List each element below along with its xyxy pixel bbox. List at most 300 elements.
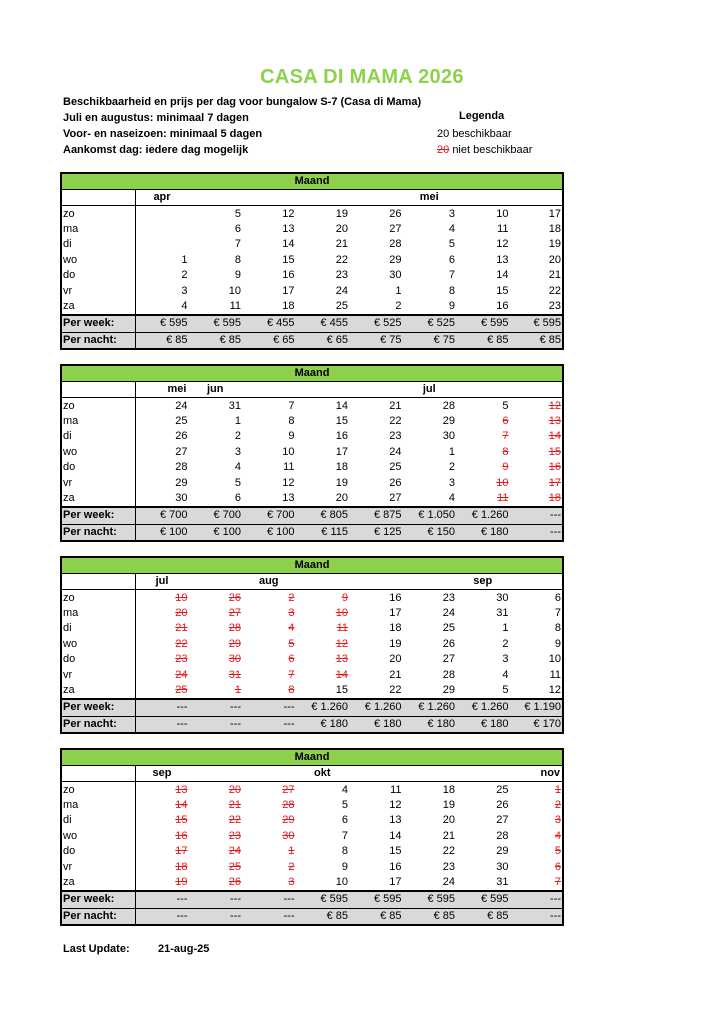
day-label: do — [61, 460, 135, 475]
date-cell: 26 — [442, 637, 455, 650]
date-cell: 24 — [175, 399, 188, 412]
date-cell: 23 — [442, 860, 455, 873]
date-cell: 19 — [548, 238, 562, 251]
price-cell: --- — [510, 891, 564, 908]
date-cell: 3 — [448, 207, 455, 220]
price-cell: € 150 — [403, 524, 457, 541]
date-cell-unavailable: 18 — [175, 860, 188, 873]
date-cell-unavailable: 17 — [175, 845, 188, 858]
day-row — [61, 491, 563, 507]
day-row — [61, 414, 563, 429]
month-name — [296, 190, 350, 206]
price-cell: € 180 — [349, 716, 403, 733]
date-cell: 28 — [442, 668, 455, 681]
date-cell: 21 — [548, 269, 562, 282]
date-cell: 29 — [496, 845, 509, 858]
date-cell-unavailable: 1 — [234, 683, 241, 696]
day-row — [61, 253, 563, 268]
date-cell-unavailable: 3 — [288, 606, 295, 619]
day-row — [61, 621, 563, 636]
price-cell: € 595 — [403, 891, 457, 908]
day-row — [61, 667, 563, 682]
date-cell-unavailable: 10 — [496, 476, 509, 489]
date-cell-unavailable: 4 — [288, 622, 295, 635]
price-cell: --- — [135, 716, 189, 733]
date-cell: 10 — [496, 207, 509, 220]
date-cell: 16 — [389, 591, 402, 604]
date-cell: 17 — [548, 207, 562, 220]
price-cell: € 75 — [349, 332, 403, 349]
price-cell: € 85 — [296, 908, 350, 925]
date-cell-unavailable: 19 — [175, 591, 188, 604]
date-cell: 30 — [496, 860, 509, 873]
date-cell: 17 — [389, 606, 402, 619]
last-update-date: 21-aug-25 — [158, 943, 210, 955]
date-cell: 9 — [288, 430, 295, 443]
price-cell: € 85 — [349, 908, 403, 925]
price-cell: € 700 — [242, 507, 296, 524]
date-cell: 7 — [234, 238, 241, 251]
price-cell: --- — [189, 716, 243, 733]
month-name: mei — [135, 382, 189, 398]
day-row — [61, 475, 563, 490]
date-cell-unavailable: 11 — [497, 491, 509, 504]
price-cell: € 595 — [189, 315, 243, 332]
date-cell: 20 — [548, 253, 562, 266]
date-cell: 12 — [548, 683, 562, 696]
date-cell: 14 — [335, 399, 348, 412]
price-cell: € 180 — [403, 716, 457, 733]
price-cell: € 595 — [456, 315, 510, 332]
date-cell-unavailable: 28 — [282, 798, 295, 811]
day-label: do — [61, 844, 135, 859]
day-row — [61, 268, 563, 283]
info-line-arrival: Aankomst dag: iedere dag mogelijk — [63, 144, 249, 156]
price-cell: --- — [242, 908, 296, 925]
date-cell: 2 — [234, 430, 241, 443]
date-cell: 4 — [502, 668, 509, 681]
info-line-description: Beschikbaarheid en prijs per dag voor bungalow S-7 (Casa di Mama) — [63, 96, 422, 108]
day-row — [61, 237, 563, 252]
date-cell: 24 — [442, 875, 455, 888]
price-cell: € 115 — [296, 524, 350, 541]
date-cell: 24 — [335, 284, 348, 297]
date-cell-unavailable: 13 — [335, 653, 348, 666]
month-header: Maand — [61, 557, 563, 574]
date-cell-unavailable: 5 — [554, 845, 562, 858]
date-cell: 22 — [335, 253, 348, 266]
date-cell: 5 — [341, 798, 348, 811]
day-label: za — [61, 299, 135, 315]
date-cell-unavailable: 6 — [288, 653, 295, 666]
price-cell: € 1.260 — [296, 699, 350, 716]
month-row-spacer — [61, 382, 135, 398]
date-cell-unavailable: 14 — [548, 430, 562, 443]
date-cell: 1 — [395, 284, 402, 297]
date-cell: 1 — [234, 414, 241, 427]
date-cell-unavailable: 21 — [228, 798, 241, 811]
date-cell: 13 — [282, 222, 295, 235]
date-cell: 23 — [442, 591, 455, 604]
per-week-row — [61, 315, 563, 332]
date-cell: 19 — [335, 476, 348, 489]
per-nacht-label: Per nacht: — [61, 716, 135, 733]
date-cell: 23 — [389, 430, 402, 443]
date-cell: 5 — [234, 207, 241, 220]
date-cell: 6 — [554, 591, 562, 604]
legend-unavailable-label: niet beschikbaar — [452, 144, 533, 156]
day-row — [61, 590, 563, 606]
day-label: za — [61, 683, 135, 699]
date-cell-unavailable: 24 — [228, 845, 241, 858]
date-cell: 16 — [496, 299, 509, 312]
date-cell-unavailable: 26 — [228, 875, 241, 888]
price-cell: --- — [242, 699, 296, 716]
price-cell: € 455 — [242, 315, 296, 332]
price-cell: --- — [510, 524, 564, 541]
month-name — [189, 574, 243, 590]
date-cell: 11 — [549, 668, 562, 681]
price-cell: € 525 — [403, 315, 457, 332]
date-cell-unavailable: 1 — [288, 845, 295, 858]
day-label: za — [61, 491, 135, 507]
day-row — [61, 683, 563, 699]
date-cell: 10 — [335, 875, 348, 888]
date-cell: 12 — [282, 207, 295, 220]
per-nacht-label: Per nacht: — [61, 908, 135, 925]
price-cell: € 875 — [349, 507, 403, 524]
date-cell: 14 — [496, 269, 509, 282]
price-cell: € 180 — [456, 716, 510, 733]
date-cell: 27 — [175, 445, 188, 458]
day-label: do — [61, 268, 135, 283]
date-cell: 31 — [496, 606, 509, 619]
month-name — [189, 190, 243, 206]
per-nacht-row — [61, 332, 563, 349]
month-name: sep — [456, 574, 510, 590]
day-label: wo — [61, 637, 135, 652]
date-cell: 13 — [389, 814, 402, 827]
date-cell: 1 — [448, 445, 455, 458]
legend-available-label: beschikbaar — [452, 128, 512, 140]
price-cell: € 455 — [296, 315, 350, 332]
price-cell: € 525 — [349, 315, 403, 332]
month-name: jun — [189, 382, 243, 398]
date-cell-unavailable: 19 — [175, 875, 188, 888]
date-cell: 5 — [502, 683, 509, 696]
date-cell: 20 — [389, 653, 402, 666]
per-nacht-label: Per nacht: — [61, 332, 135, 349]
date-cell-unavailable: 30 — [228, 653, 241, 666]
date-cell-unavailable: 23 — [228, 829, 241, 842]
date-cell: 25 — [496, 783, 509, 796]
date-cell: 21 — [335, 238, 348, 251]
date-cell: 21 — [389, 399, 402, 412]
date-cell: 25 — [389, 461, 402, 474]
date-cell: 5 — [234, 476, 241, 489]
day-row — [61, 429, 563, 444]
date-cell: 8 — [341, 845, 348, 858]
date-cell: 4 — [234, 461, 241, 474]
price-cell: € 1.050 — [403, 507, 457, 524]
price-cell: € 100 — [135, 524, 189, 541]
price-cell: € 85 — [189, 332, 243, 349]
price-cell: € 595 — [135, 315, 189, 332]
month-name — [456, 766, 510, 782]
month-name: mei — [403, 190, 457, 206]
date-cell: 5 — [502, 399, 509, 412]
month-name — [242, 382, 296, 398]
date-cell: 15 — [335, 683, 348, 696]
date-cell: 12 — [282, 476, 295, 489]
date-cell-unavailable: 10 — [335, 606, 348, 619]
date-cell: 21 — [389, 668, 402, 681]
month-name — [456, 382, 510, 398]
day-label: zo — [61, 398, 135, 414]
date-cell: 21 — [442, 829, 455, 842]
date-cell: 20 — [335, 222, 348, 235]
price-cell: € 1.260 — [349, 699, 403, 716]
month-name — [242, 190, 296, 206]
date-cell-unavailable: 16 — [548, 461, 562, 474]
month-name — [349, 574, 403, 590]
month-row-spacer — [61, 574, 135, 590]
date-cell-unavailable: 6 — [502, 414, 509, 427]
date-cell: 19 — [335, 207, 348, 220]
day-label: vr — [61, 859, 135, 874]
date-cell: 29 — [175, 476, 188, 489]
date-cell: 15 — [389, 845, 402, 858]
last-update-label: Last Update: — [63, 943, 130, 955]
month-name — [349, 190, 403, 206]
date-cell: 15 — [496, 284, 509, 297]
month-name — [349, 766, 403, 782]
date-cell: 15 — [282, 253, 295, 266]
date-cell-unavailable: 8 — [288, 683, 295, 696]
date-cell: 17 — [282, 284, 295, 297]
price-cell: € 85 — [456, 332, 510, 349]
date-cell — [135, 206, 189, 222]
day-row — [61, 299, 563, 315]
date-cell-unavailable: 13 — [548, 414, 562, 427]
date-cell: 11 — [497, 222, 509, 235]
date-cell: 26 — [389, 476, 402, 489]
day-row — [61, 859, 563, 874]
price-cell: € 180 — [456, 524, 510, 541]
month-name: jul — [135, 574, 189, 590]
date-cell-unavailable: 4 — [554, 829, 562, 842]
price-cell: --- — [242, 716, 296, 733]
per-week-label: Per week: — [61, 315, 135, 332]
date-cell-unavailable: 17 — [548, 476, 562, 489]
date-cell: 2 — [502, 637, 509, 650]
date-cell-unavailable: 25 — [175, 683, 188, 696]
month-name: jul — [403, 382, 457, 398]
day-label: wo — [61, 445, 135, 460]
calendar-table — [60, 364, 564, 542]
date-cell: 10 — [282, 445, 295, 458]
date-cell: 18 — [548, 222, 562, 235]
price-cell: € 700 — [189, 507, 243, 524]
per-nacht-row — [61, 716, 563, 733]
price-cell: --- — [510, 507, 564, 524]
date-cell: 22 — [442, 845, 455, 858]
legend-title: Legenda — [459, 110, 505, 122]
date-cell-unavailable: 28 — [228, 622, 241, 635]
price-cell: € 1.260 — [456, 699, 510, 716]
date-cell-unavailable: 30 — [282, 829, 295, 842]
date-cell: 9 — [448, 299, 455, 312]
price-cell: € 65 — [242, 332, 296, 349]
date-cell: 6 — [341, 814, 348, 827]
price-cell: --- — [135, 891, 189, 908]
price-cell: € 125 — [349, 524, 403, 541]
date-cell-unavailable: 6 — [554, 860, 562, 873]
info-line-season: Voor- en naseizoen: minimaal 5 dagen — [63, 128, 263, 140]
date-cell: 24 — [442, 606, 455, 619]
date-cell: 7 — [288, 399, 295, 412]
month-name — [403, 574, 457, 590]
date-cell-unavailable: 21 — [175, 622, 188, 635]
day-row — [61, 445, 563, 460]
day-row — [61, 222, 563, 237]
price-cell: € 595 — [456, 891, 510, 908]
per-week-row — [61, 891, 563, 908]
date-cell-unavailable: 2 — [288, 591, 295, 604]
date-cell: 4 — [181, 299, 188, 312]
day-label: vr — [61, 283, 135, 298]
date-cell: 30 — [389, 269, 402, 282]
date-cell-unavailable: 24 — [175, 668, 188, 681]
per-week-row — [61, 699, 563, 716]
date-cell: 15 — [335, 414, 348, 427]
date-cell: 14 — [282, 238, 295, 251]
date-cell-unavailable: 14 — [335, 668, 348, 681]
date-cell: 19 — [442, 798, 455, 811]
date-cell: 18 — [442, 783, 455, 796]
date-cell: 28 — [442, 399, 455, 412]
date-cell: 20 — [335, 491, 348, 504]
day-row — [61, 283, 563, 298]
date-cell: 10 — [548, 653, 562, 666]
date-cell: 18 — [335, 461, 348, 474]
date-cell: 7 — [448, 269, 455, 282]
day-row — [61, 398, 563, 414]
date-cell-unavailable: 20 — [175, 606, 188, 619]
month-name: apr — [135, 190, 189, 206]
date-cell: 23 — [548, 299, 562, 312]
date-cell-unavailable: 7 — [288, 668, 295, 681]
day-label: di — [61, 237, 135, 252]
date-cell: 18 — [282, 299, 295, 312]
date-cell: 1 — [181, 253, 188, 266]
date-cell-unavailable: 23 — [175, 653, 188, 666]
month-header: Maand — [61, 749, 563, 766]
date-cell-unavailable: 27 — [282, 783, 295, 796]
month-name — [510, 574, 564, 590]
month-name — [189, 766, 243, 782]
month-name — [242, 766, 296, 782]
date-cell: 27 — [389, 491, 402, 504]
per-week-label: Per week: — [61, 699, 135, 716]
date-cell: 20 — [442, 814, 455, 827]
month-name — [296, 574, 350, 590]
date-cell: 4 — [448, 491, 455, 504]
month-name: sep — [135, 766, 189, 782]
legend-unavailable-number: 20 — [437, 144, 450, 156]
day-row — [61, 829, 563, 844]
date-cell: 14 — [389, 829, 402, 842]
date-cell: 26 — [496, 798, 509, 811]
price-cell: --- — [242, 891, 296, 908]
day-label: ma — [61, 798, 135, 813]
day-label: zo — [61, 590, 135, 606]
date-cell-unavailable: 2 — [554, 798, 562, 811]
date-cell: 29 — [389, 253, 402, 266]
legend-unavailable — [437, 144, 532, 156]
price-cell: € 1.260 — [456, 507, 510, 524]
date-cell-unavailable: 20 — [228, 783, 241, 796]
date-cell: 13 — [496, 253, 509, 266]
date-cell: 22 — [548, 284, 562, 297]
month-name: aug — [242, 574, 296, 590]
date-cell-unavailable: 8 — [502, 445, 509, 458]
day-label: vr — [61, 667, 135, 682]
date-cell: 25 — [442, 622, 455, 635]
date-cell-unavailable: 27 — [228, 606, 241, 619]
per-nacht-row — [61, 524, 563, 541]
date-cell: 11 — [283, 461, 295, 474]
date-cell: 6 — [234, 491, 241, 504]
date-cell-unavailable: 15 — [175, 814, 188, 827]
per-nacht-row — [61, 908, 563, 925]
month-name — [510, 190, 564, 206]
month-row-spacer — [61, 190, 135, 206]
date-cell: 19 — [389, 637, 402, 650]
price-cell: € 75 — [403, 332, 457, 349]
date-cell: 10 — [228, 284, 241, 297]
date-cell-unavailable: 29 — [282, 814, 295, 827]
date-cell: 28 — [496, 829, 509, 842]
day-label: ma — [61, 606, 135, 621]
date-cell: 7 — [554, 606, 562, 619]
price-cell: € 180 — [296, 716, 350, 733]
price-cell: € 85 — [403, 908, 457, 925]
date-cell: 16 — [335, 430, 348, 443]
date-cell: 8 — [554, 622, 562, 635]
date-cell: 13 — [282, 491, 295, 504]
per-week-label: Per week: — [61, 891, 135, 908]
date-cell-unavailable: 22 — [175, 637, 188, 650]
date-cell-unavailable: 9 — [502, 461, 509, 474]
price-cell: € 100 — [189, 524, 243, 541]
price-cell: --- — [135, 699, 189, 716]
month-name — [349, 382, 403, 398]
day-label: di — [61, 429, 135, 444]
date-cell-unavailable: 29 — [228, 637, 241, 650]
day-row — [61, 206, 563, 222]
date-cell: 4 — [448, 222, 455, 235]
date-cell-unavailable: 1 — [554, 783, 562, 796]
date-cell-unavailable: 3 — [554, 814, 562, 827]
day-label: zo — [61, 206, 135, 222]
date-cell — [135, 237, 189, 252]
date-cell: 30 — [442, 430, 455, 443]
date-cell-unavailable: 11 — [336, 622, 348, 635]
date-cell: 23 — [335, 269, 348, 282]
date-cell: 11 — [229, 299, 241, 312]
day-row — [61, 460, 563, 475]
